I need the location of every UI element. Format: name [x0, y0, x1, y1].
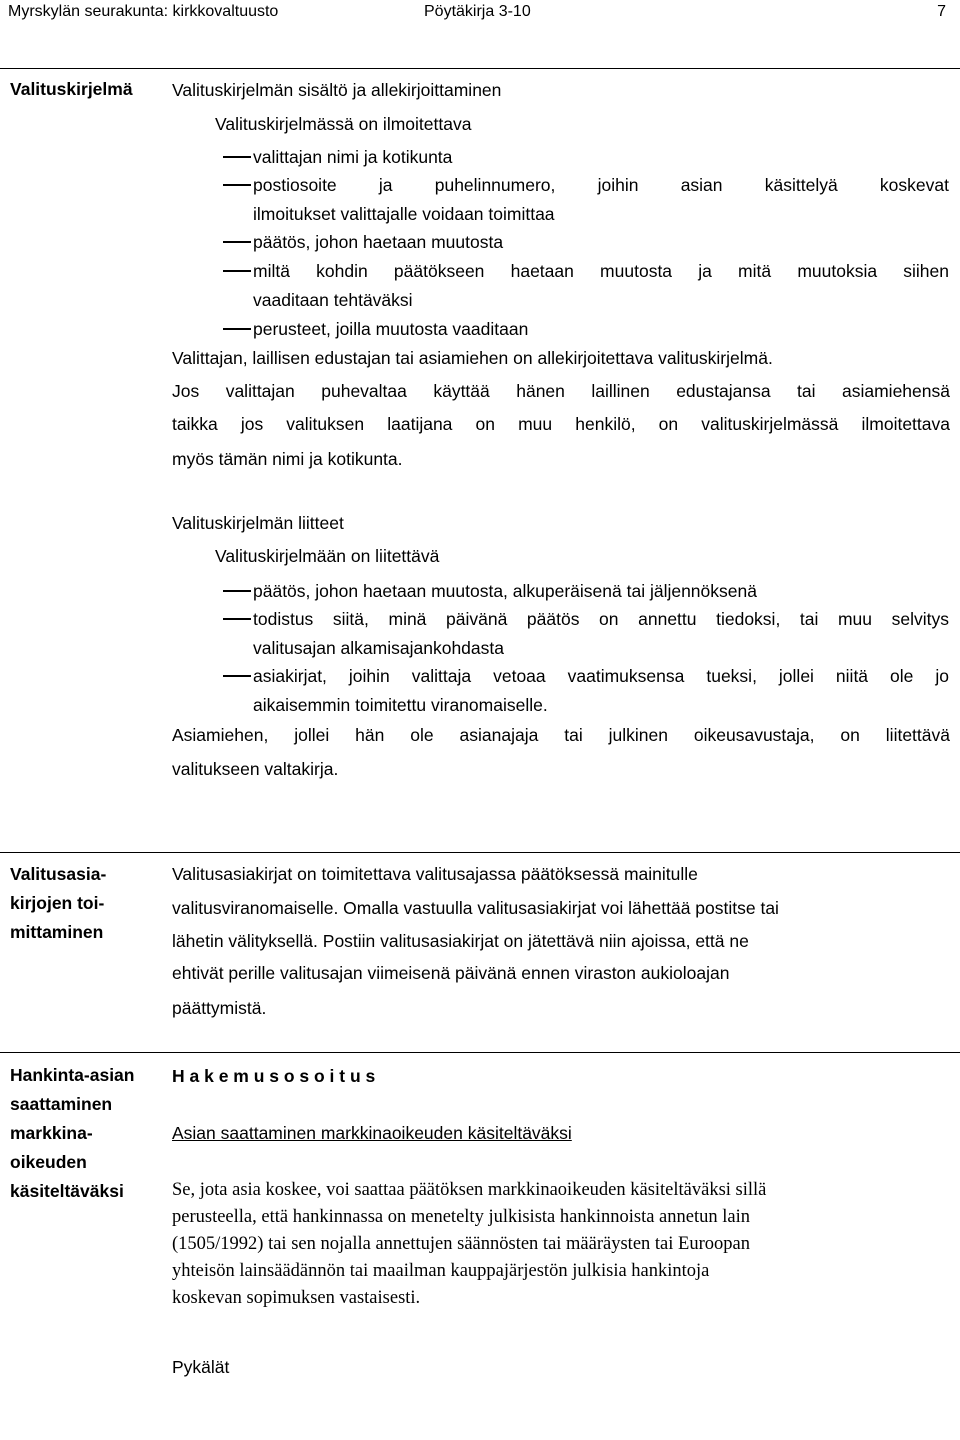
label-line: saattaminen	[10, 1094, 113, 1114]
label-line: markkina-	[10, 1123, 93, 1143]
list-item-continued: valitusajan alkamisajankohdasta	[253, 638, 504, 658]
bullet-dash-icon	[223, 675, 251, 677]
attachments-intro: Valituskirjelmään on liitettävä	[215, 546, 440, 566]
pykalat-label: Pykälät	[172, 1357, 230, 1377]
paragraph-line: koskevan sopimuksen vastaisesti.	[172, 1288, 421, 1308]
label-line: Valitusasia-	[10, 864, 107, 884]
paragraph-line: Jos valittajan puhevaltaa käyttää hänen laillinen edustajansa tai asiamiehensä	[172, 381, 950, 401]
list-item: päätös, johon haetaan muutosta	[253, 232, 504, 252]
heading: Valituskirjelmän sisältö ja allekirjoittaminen	[172, 80, 502, 100]
section-hankinta	[0, 1052, 960, 1433]
attachments-heading: Valituskirjelmän liitteet	[172, 513, 344, 533]
bullet-dash-icon	[223, 184, 251, 186]
label-line: käsiteltäväksi	[10, 1181, 124, 1201]
list-item-continued: vaaditaan tehtäväksi	[253, 290, 413, 310]
list-item: postiosoite ja puhelinnumero, joihin asian käsittelyä koskevat	[253, 175, 949, 195]
intro: Valituskirjelmässä on ilmoitettava	[215, 114, 472, 134]
list-item: päätös, johon haetaan muutosta, alkuperäisenä tai jäljennöksenä	[253, 581, 757, 601]
paragraph-line: ehtivät perille valitusajan viimeisenä päivänä ennen viraston aukioloajan	[172, 963, 730, 983]
bullet-dash-icon	[223, 241, 251, 243]
subtitle: Asian saattaminen markkinaoikeuden käsiteltäväksi	[172, 1123, 572, 1143]
list-item-continued: aikaisemmin toimitettu viranomaiselle.	[253, 695, 548, 715]
label-line: oikeuden	[10, 1152, 87, 1172]
header-organization: Myrskylän seurakunta: kirkkovaltuusto	[8, 3, 279, 20]
signature-requirement: Valittajan, laillisen edustajan tai asiamiehen on allekirjoitettava valituskirjelmä.	[172, 348, 773, 368]
header-page-number: 7	[937, 3, 946, 20]
hakemusosoitus-title: H a k e m u s o s o i t u s	[172, 1066, 376, 1086]
list-item: perusteet, joilla muutosta vaaditaan	[253, 319, 529, 339]
section-label: Valituskirjelmä	[10, 79, 133, 99]
label-line: mittaminen	[10, 922, 104, 942]
section-body	[172, 1053, 950, 1433]
list-item: valittajan nimi ja kotikunta	[253, 147, 453, 167]
paragraph-line: lähetin välityksellä. Postiin valitusasiakirjat on jätettävä niin ajoissa, että ne	[172, 931, 749, 951]
section-body	[172, 69, 950, 829]
bullet-dash-icon	[223, 328, 251, 330]
section-body	[172, 853, 950, 1033]
page-header	[8, 0, 952, 28]
list-item: asiakirjat, joihin valittaja vetoaa vaatimuksensa tueksi, jollei niitä ole jo	[253, 666, 949, 686]
bullet-dash-icon	[223, 156, 251, 158]
section-label	[10, 1061, 160, 1206]
paragraph-line: taikka jos valituksen laatijana on muu henkilö, on valituskirjelmässä ilmoitettava	[172, 414, 950, 434]
paragraph-line: Asiamiehen, jollei hän ole asianajaja tai julkinen oikeusavustaja, on liitettävä	[172, 725, 950, 745]
paragraph-line: perusteella, että hankinnassa on menetelty julkisista hankinnoista annetun lain	[172, 1207, 750, 1227]
bullet-dash-icon	[223, 590, 251, 592]
label-line: Hankinta-asian	[10, 1065, 135, 1085]
section-valituskirjelma	[0, 68, 960, 829]
list-item-continued: ilmoitukset valittajalle voidaan toimittaa	[253, 204, 555, 224]
label-line: kirjojen toi-	[10, 893, 105, 913]
section-label	[10, 860, 160, 947]
header-document-title: Pöytäkirja 3-10	[424, 3, 531, 20]
paragraph-line: yhteisön lainsäädännön tai maailman kauppajärjestön julkisia hankintoja	[172, 1261, 710, 1281]
paragraph-line: valitusviranomaiselle. Omalla vastuulla valitusasiakirjat voi lähettää postitse tai	[172, 898, 779, 918]
list-item: todistus siitä, minä päivänä päätös on annettu tiedoksi, tai muu selvitys	[253, 609, 949, 629]
paragraph-line: päättymistä.	[172, 998, 267, 1018]
paragraph-line: Valitusasiakirjat on toimitettava valitusajassa päätöksessä mainitulle	[172, 864, 698, 884]
bullet-dash-icon	[223, 270, 251, 272]
paragraph-line: myös tämän nimi ja kotikunta.	[172, 449, 403, 469]
paragraph-line: valitukseen valtakirja.	[172, 759, 339, 779]
paragraph-line: Se, jota asia koskee, voi saattaa päätöksen markkinaoikeuden käsiteltäväksi sillä	[172, 1180, 767, 1200]
bullet-dash-icon	[223, 618, 251, 620]
section-toimittaminen	[0, 852, 960, 1033]
paragraph-line: (1505/1992) tai sen nojalla annettujen säännösten tai määräysten tai Euroopan	[172, 1234, 750, 1254]
list-item: miltä kohdin päätökseen haetaan muutosta ja mitä muutoksia siihen	[253, 261, 949, 281]
